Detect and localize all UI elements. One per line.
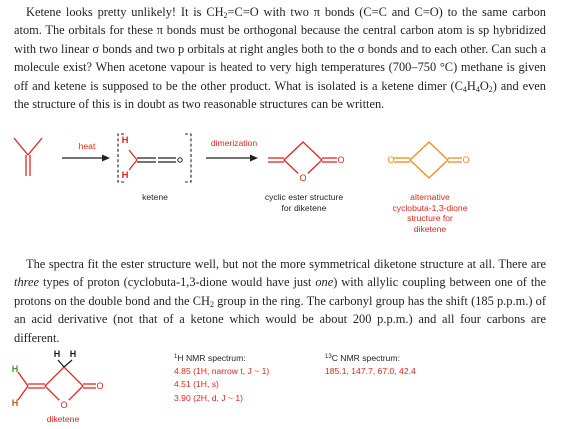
para2-text: The spectra fit the ester structure well, but not the more symmetrical diketone structure at all. There are [26, 257, 546, 271]
dimerization-label: dimerization [210, 138, 258, 148]
cyclic-ester-carbonyl-oxygen: O [337, 155, 345, 165]
diketene-h-labeled-structure [18, 360, 96, 405]
diketene-h-top-right: H [69, 349, 77, 359]
dimerization-arrow [206, 155, 258, 162]
ketene-structure [129, 150, 182, 170]
subscript: 2 [488, 84, 493, 94]
h-nmr-line: 4.51 (1H, s) [174, 379, 219, 390]
heat-label: heat [78, 141, 96, 151]
ketene-label: ketene [142, 192, 168, 202]
cyclic-ester-label-line: cyclic ester structure [264, 192, 344, 202]
h-nmr-block [174, 352, 324, 405]
para1-text: ) and even the structure of this is in doubt as two reasonable structures can be written. [14, 78, 546, 112]
alt-label-line: cyclobuta-1,3-dione [392, 202, 468, 213]
isotope-superscript: 1 [174, 354, 178, 360]
alt-left-oxygen: O [387, 155, 395, 165]
diketene-ring-oxygen: O [60, 400, 68, 410]
diketene-h-brown: H [11, 398, 19, 408]
spectra-paragraph [14, 255, 546, 347]
cyclic-ester-label-line: for diketene [281, 202, 327, 213]
subscript: 2 [223, 11, 228, 20]
c-nmr-title-text: C NMR spectrum: [331, 353, 400, 363]
para1-text: H [466, 78, 476, 93]
alternative-structure-label [378, 192, 482, 234]
alt-label-line: alternative [410, 192, 450, 202]
para1-text: =C=O with two π bonds (C=C and C=O) to the same carbon atom. The orbitals for these π bonds must be orthogonal because the central carbon atom is sp hybridized with two linear σ bonds and two p orbitals at right angles both to the σ bonds and to each other. Can such a molecule exist? When acetone vapour is heated to very high temperatures (700–750 °C) methane is given off and ketene is supposed to be the other product. What is isolated is a ketene dimer (C [14, 5, 546, 93]
para2-text: group in the ring. The carbonyl group has the shift (185 p.p.m.) of an acid derivative (not that of a ketone which would be about 200 p.p.m.) and all four carbons are different. [14, 293, 546, 345]
para2-text: types of proton (cyclobuta-1,3-dione would have just [39, 275, 316, 290]
acetone-structure [14, 138, 42, 176]
h-nmr-title-text: H NMR spectrum: [177, 353, 246, 363]
diketene-h-green: H [11, 364, 19, 374]
h-nmr-line: 4.85 (1H, narrow t, J ~ 1) [174, 366, 270, 377]
alternative-diketone-structure [394, 142, 462, 178]
c-nmr-block [325, 352, 515, 378]
h-nmr-title [174, 352, 324, 365]
cyclic-ester-label [255, 192, 353, 213]
diketene-carbonyl-oxygen: O [96, 381, 104, 391]
alt-label-line: diketene [413, 223, 447, 234]
c-nmr-title [325, 352, 515, 365]
diketene-label: diketene [46, 414, 80, 424]
subscript: 4 [462, 84, 467, 94]
h-nmr-line: 3.90 (2H, d, J ~ 1) [174, 392, 244, 403]
alt-right-oxygen: O [462, 155, 470, 165]
para2-text: ) with allylic coupling between one of the protons on the double bond and the CH [14, 275, 547, 308]
para1-text: O [479, 78, 489, 93]
subscript: 4 [475, 84, 480, 94]
ketene-h-top: H [121, 135, 129, 146]
c-nmr-values: 185.1, 147.7, 67.0, 42.4 [325, 366, 416, 377]
heat-arrow [62, 155, 110, 162]
alt-label-line: structure for [407, 213, 453, 223]
emphasis: one [315, 275, 334, 290]
emphasis: three [14, 275, 39, 290]
para1-text: Ketene looks pretty unlikely! It is CH [26, 5, 224, 19]
diketene-h-top-left: H [53, 349, 61, 359]
subscript: 2 [209, 299, 214, 309]
cyclic-ester-ring-oxygen: O [299, 173, 307, 183]
ketene-h-bottom: H [121, 170, 129, 181]
isotope-superscript: 13 [325, 354, 332, 360]
